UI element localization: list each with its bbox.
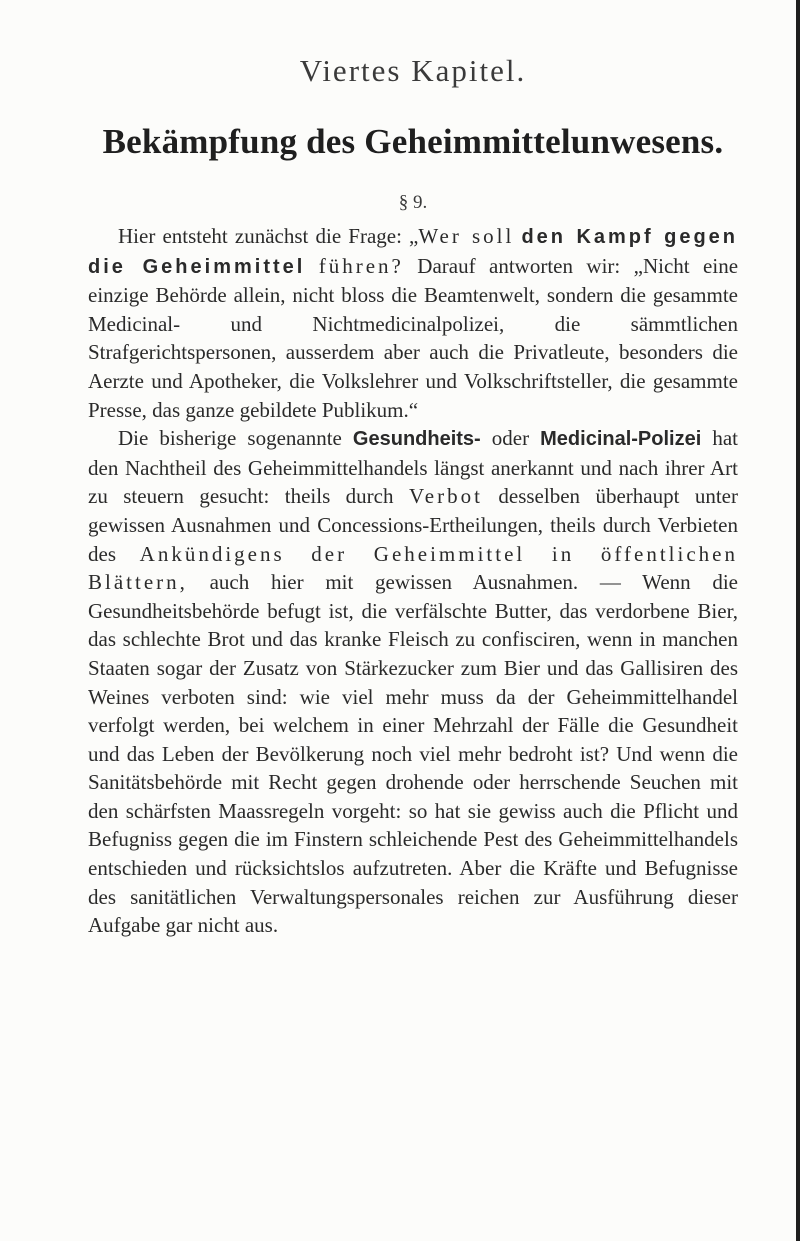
paragraph-1-text-2: Darauf antworten wir: „Nicht eine einzige Behörde allein, nicht bloss die Beamtenwelt, sondern die gesammte Medicinal- und Nichtmedicinalpolizei, die sämmtlichen Strafgerichtspersonen, ausserdem aber auch die Privatleute, besonders die Aerzte und Apotheker, die Volkslehrer und Volkschriftsteller, die gesammte Presse, das ganze gebildete Publikum.“ (88, 253, 739, 422)
paragraph-2-text-3: hat den Nachtheil des Geheimmittelhandels längst anerkannt und nach ihrer Art zu steuern gesucht: theils durch (88, 426, 738, 509)
paragraph-2-emphasis-1: Verbot (408, 484, 483, 509)
paragraph-1 (88, 222, 738, 424)
paragraph-1-emphasis-2: den Kampf gegen die Geheimmittel (88, 226, 739, 278)
paragraph-2-emphasis-2: Ankündigens der Geheimmittel in öffentlichen Blättern, (88, 541, 738, 595)
paragraph-2 (88, 424, 738, 940)
page-edge-shadow (796, 0, 800, 1241)
paragraph-2-text-1: Die bisherige sogenannte (118, 426, 353, 451)
paragraph-2-bold-1: Gesundheits- (352, 428, 481, 451)
chapter-title: Bekämpfung des Geheimmittelunwesens. (102, 122, 724, 161)
paragraph-2-bold-2: Medicinal-Polizei (540, 428, 702, 451)
paragraph-2-text-4: desselben überhaupt unter gewissen Ausnahmen und Concessions-Ertheilungen, theils durch Verbieten des (88, 484, 738, 566)
paragraph-2-text-5: auch hier mit gewissen Ausnahmen. — Wenn die Gesundheitsbehörde befugt ist, die verfälschte Butter, das verdorbene Bier, das schlechte Brot und das kranke Fleisch zu confisciren, wenn in manchen Staaten sogar der Zusatz von Stärkezucker zum Bier und das Gallisiren des Weines verboten sind: wie viel mehr muss da der Geheimmittelhandel verfolgt werden, bei welchem in einer Mehrzahl der Fälle die Gesundheit und das Leben der Bevölkerung noch viel mehr bedroht ist? Und wenn die Sanitätsbehörde mit Recht gegen drohende oder herrschende Seuchen mit den schärfsten Maassregeln vorgeht: so hat sie gewiss auch die Pflicht und Befugniss gegen die im Finstern schleichende Pest des Geheimmittelhandels entschieden und rücksichtslos aufzutreten. Aber die Kräfte und Befugnisse des sanitätlichen Verwaltungspersonales reichen zur Ausführung dieser Aufgabe gar nicht aus. (88, 570, 738, 938)
paragraph-1-emphasis-1: Wer soll (418, 224, 515, 248)
page-content (88, 50, 738, 940)
paragraph-1-emphasis-3: führen? (318, 253, 404, 278)
paragraph-1-text-1: Hier entsteht zunächst die Frage: „ (118, 224, 419, 248)
paragraph-2-text-2: oder (480, 426, 541, 451)
chapter-heading: Viertes Kapitel. (299, 53, 527, 88)
section-number: § 9. (398, 192, 428, 213)
